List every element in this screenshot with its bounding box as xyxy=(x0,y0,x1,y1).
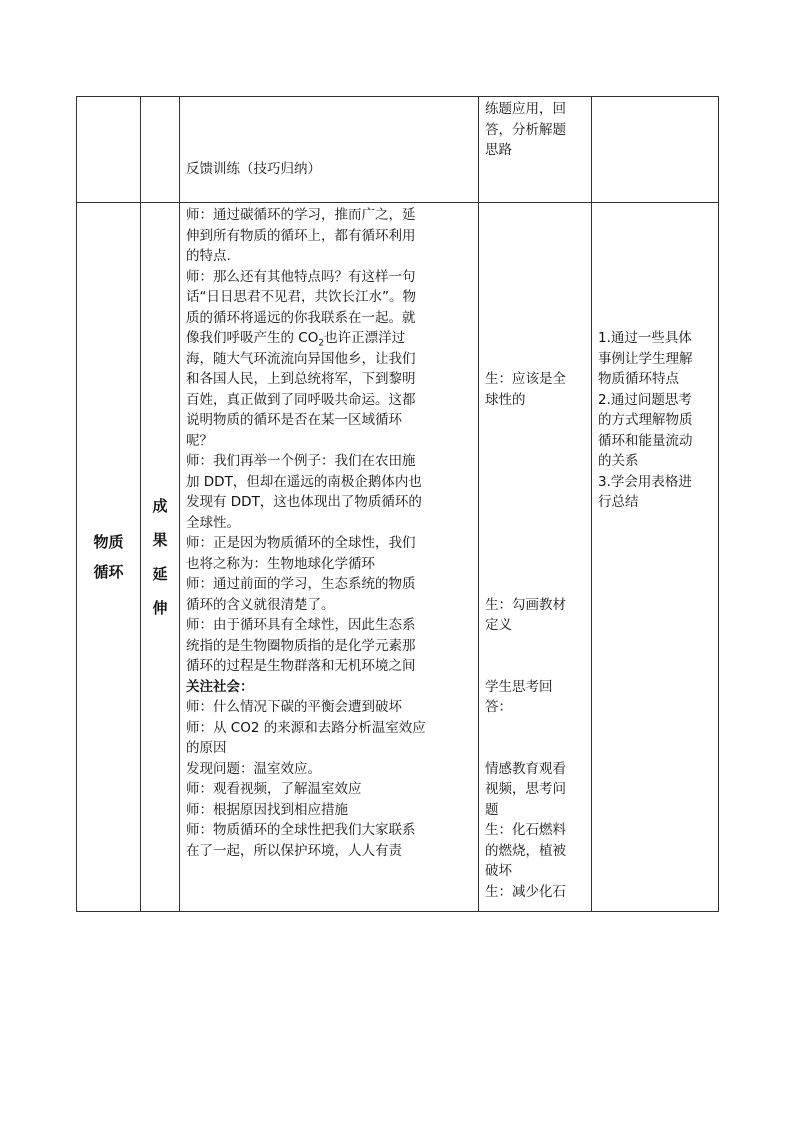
teacher-text-line: 发现问题：温室效应。 xyxy=(186,760,321,777)
student-text-line: 思路 xyxy=(485,142,512,158)
student-text-line: 情感教育观看 xyxy=(485,760,566,777)
teacher-text-line: 在了一起，所以保护环境，人人有责 xyxy=(186,842,402,859)
stage-char: 伸 xyxy=(152,599,168,617)
teacher-text-line: 发现有 DDT，这也体现出了物质循环的 xyxy=(186,494,422,510)
teacher-text-line: 师：通过碳循环的学习，推而广之，延 xyxy=(186,207,416,223)
co2-tail-text: 也许正漂洋过 xyxy=(324,330,406,346)
teacher-text-line: 全球性。 xyxy=(186,514,240,531)
teacher-text-line: 海，随大气环流流向异国他乡，让我们 xyxy=(186,350,416,367)
intent-text-line: 循环和能量流动 xyxy=(598,432,693,449)
topic-text: 物质 xyxy=(93,533,124,551)
student-text-line: 答： xyxy=(485,699,512,715)
topic-text: 循环 xyxy=(93,563,124,581)
topic-cell xyxy=(77,203,141,912)
student-text-line: 定义 xyxy=(485,617,512,633)
student-activity-cell xyxy=(479,203,592,912)
co2-text: 像我们呼吸产生的 CO xyxy=(186,330,319,346)
teacher-text-line: 师：根据原因找到相应措施 xyxy=(186,801,348,818)
teacher-text-line: 统指的是生物圈物质指的是化学元素那 xyxy=(186,637,416,654)
teacher-text-line: 师：物质循环的全球性把我们大家联系 xyxy=(186,822,416,838)
stage-cell-empty xyxy=(141,97,180,203)
student-activity-cell xyxy=(479,97,592,203)
teacher-text-line: 师：我们再举一个例子：我们在农田施 xyxy=(186,453,416,469)
stage-cell xyxy=(141,203,180,912)
student-text-line: 题 xyxy=(485,801,499,818)
teacher-text-line: 的特点. xyxy=(186,248,231,264)
teacher-text-line-co2 xyxy=(186,328,472,349)
student-text-line: 生：勾画教材 xyxy=(485,596,566,613)
intent-text-line: 行总结 xyxy=(598,494,639,510)
teacher-text-line: 百姓，真正做到了同呼吸共命运。这都 xyxy=(186,391,416,408)
table-row xyxy=(77,203,719,912)
co2-subscript: 2 xyxy=(318,338,325,349)
student-text-line: 球性的 xyxy=(485,391,526,408)
teacher-text-line: 加 DDT，但却在遥远的南极企鹅体内也 xyxy=(186,473,422,490)
teacher-activity-cell xyxy=(180,97,479,203)
teacher-text-line: 也将之称为：生物地球化学循环 xyxy=(186,555,375,572)
intent-text-line: 1.通过一些具体 xyxy=(598,330,692,346)
intent-text-line: 物质循环特点 xyxy=(598,371,679,387)
design-intent-cell xyxy=(592,203,719,912)
teacher-text-line: 循环的含义就很清楚了。 xyxy=(186,596,335,613)
student-text-line: 破坏 xyxy=(485,863,512,879)
feedback-training-text: 反馈训练（技巧归纳） xyxy=(186,161,321,177)
teacher-text-line: 师：什么情况下碳的平衡会遭到破坏 xyxy=(186,699,402,715)
design-intent-cell-empty xyxy=(592,97,719,203)
stage-char: 延 xyxy=(152,565,168,583)
teacher-text-line: 循环的过程是生物群落和无机环境之间 xyxy=(186,658,416,674)
student-text-line: 练题应用，回 xyxy=(485,101,566,117)
student-text-line: 生：化石燃料 xyxy=(485,822,566,838)
intent-text-line: 事例让学生理解 xyxy=(598,350,693,367)
teacher-text-line: 师：观看视频，了解温室效应 xyxy=(186,781,362,797)
teacher-text-line: 质的循环将遥远的你我联系在一起。就 xyxy=(186,309,416,326)
intent-text-line: 的方式理解物质 xyxy=(598,412,693,428)
student-text-line: 生：减少化石 xyxy=(485,883,566,900)
student-text-line: 生：应该是全 xyxy=(485,371,566,387)
stage-char: 成 xyxy=(152,497,168,515)
teacher-text-line: 的原因 xyxy=(186,740,227,756)
teacher-text-line: 师：那么还有其他特点吗？有这样一句 xyxy=(186,268,416,285)
teacher-text-line: 呢？ xyxy=(186,432,213,449)
teacher-text-line: 伸到所有物质的循环上，都有循环利用 xyxy=(186,227,416,244)
teacher-activity-cell xyxy=(180,203,479,912)
teacher-text-line: 师：通过前面的学习，生态系统的物质 xyxy=(186,576,416,592)
section-heading: 关注社会： xyxy=(186,678,254,695)
lesson-plan-table xyxy=(76,96,719,912)
teacher-text-line: 说明物质的循环是否在某一区域循环 xyxy=(186,412,402,428)
teacher-text-line: 和各国人民，上到总统将军，下到黎明 xyxy=(186,371,416,387)
student-text-line: 答，分析解题 xyxy=(485,121,566,138)
teacher-text-line: 师：从 CO2 的来源和去路分析温室效应 xyxy=(186,719,426,736)
table-row xyxy=(77,97,719,203)
teacher-text-line: 师：正是因为物质循环的全球性，我们 xyxy=(186,535,416,551)
teacher-text-line: 师：由于循环具有全球性，因此生态系 xyxy=(186,617,416,633)
teacher-text-line: 话“日日思君不见君，共饮长江水”。物 xyxy=(186,289,416,305)
intent-text-line: 3.学会用表格进 xyxy=(598,473,692,490)
stage-char: 果 xyxy=(152,531,168,549)
intent-text-line: 2.通过问题思考 xyxy=(598,391,692,408)
student-text-line: 的燃烧，植被 xyxy=(485,842,566,859)
student-text-line: 视频，思考问 xyxy=(485,781,566,797)
topic-cell-empty xyxy=(77,97,141,203)
intent-text-line: 的关系 xyxy=(598,453,639,469)
student-text-line: 学生思考回 xyxy=(485,678,553,695)
